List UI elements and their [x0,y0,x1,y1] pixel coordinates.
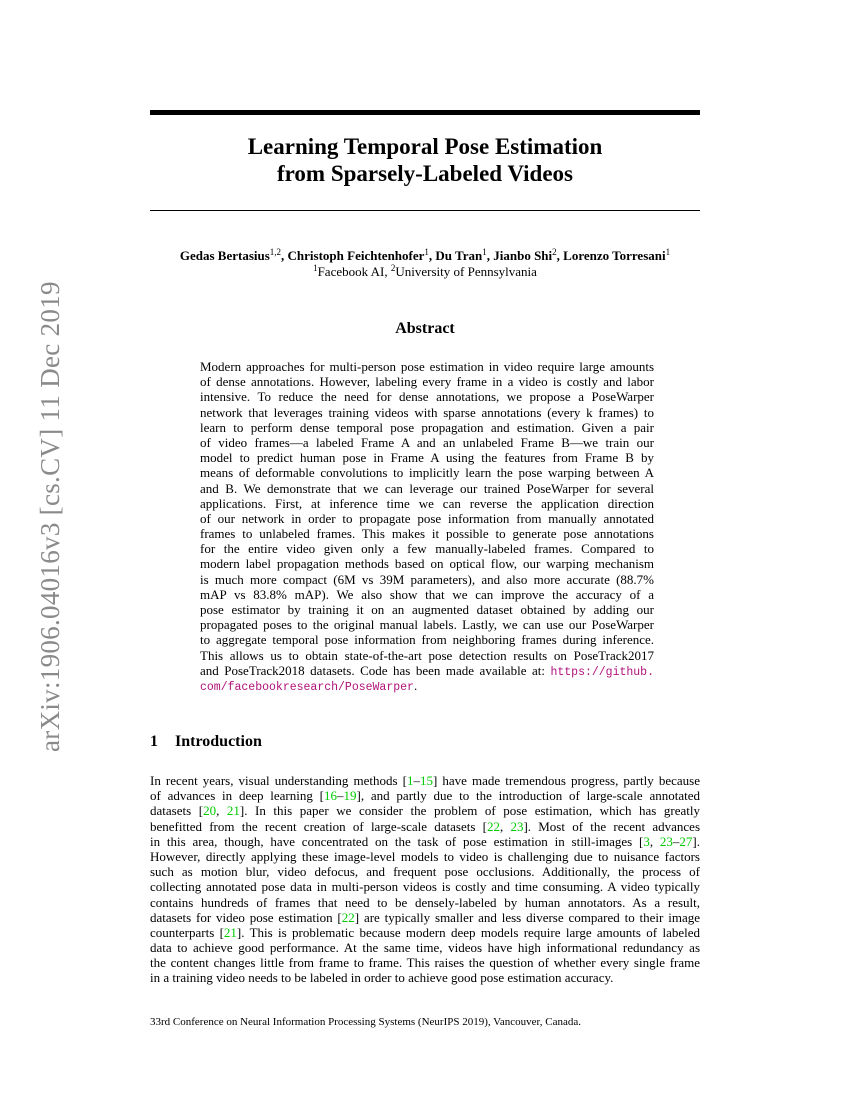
intro-text: ]. Most of the recent advances [523,818,700,834]
author-name: Du Tran [435,248,483,263]
intro-text: ]. [692,833,701,849]
intro-text: ]. In this paper we consider the problem of pose estimation, which has greatly [239,803,701,819]
citation-link[interactable]: 19 [343,788,357,804]
code-url-link[interactable]: com/facebookresearch/PoseWarper [200,680,414,694]
abstract-period: . [413,677,418,693]
abstract-line [200,465,654,480]
intro-line [150,849,700,864]
intro-line [150,940,700,955]
abstract-line-text: frames to unlabeled frames. This makes it possible to generate pose annotations [200,526,654,542]
intro-text: in this area, though, have concentrated on the task of pose estimation in still-images [ [150,833,644,849]
abstract-line [200,617,654,632]
section-title: Introduction [175,733,262,750]
abstract-line-text: applications. First, at inference time we can reverse the application direction [200,495,654,511]
author-list: Gedas Bertasius$^{1,2}$, Christoph Feichtenhofer$^1$, Du Tran$^1$, Jianbo Shi$^2$, Lorenzo Torresani$^1$ [179,247,671,263]
conference-footnote: 33rd Conference on Neural Information Processing Systems (NeurIPS 2019), Vancouver, Canada. [150,1016,582,1028]
intro-text: – [337,788,344,804]
intro-line [150,788,700,803]
abstract-line [200,420,654,435]
abstract-line [200,678,654,693]
abstract-line [200,632,654,647]
arxiv-stamp: arXiv:1906.04016v3 [cs.CV] 11 Dec 2019 [35,281,65,752]
abstract-line-text: of our network in order to propagate pose information from manually annotated [200,510,654,526]
intro-text: collecting annotated pose data in multi-person videos is costly and time consuming. A video typically [150,879,700,895]
abstract-line [200,359,654,374]
affiliation: University of Pennsylvania [395,264,537,279]
abstract-line [200,450,654,465]
intro-text: – [413,773,420,788]
intro-text: – [672,833,680,849]
intro-text: ] are typically smaller and less diverse compared to their image [354,909,700,925]
intro-line [150,895,700,910]
author-name: Lorenzo Torresani [563,248,666,263]
intro-line [150,864,700,879]
affiliation: Facebook AI, [317,264,391,279]
citation-link[interactable]: 16 [324,788,337,804]
citation-link[interactable]: 22 [341,909,355,925]
intro-text: in a training video needs to be labeled in order to achieve good pose estimation accuracy. [150,970,614,986]
code-url-link[interactable]: https://github. [550,665,654,679]
abstract-line [200,526,654,541]
section-heading [150,733,262,751]
intro-line [150,773,700,788]
citation-link[interactable]: 23 [659,833,673,849]
intro-line [150,879,700,894]
abstract-line [200,511,654,526]
intro-text: ] have made tremendous progress, partly because [432,773,700,788]
title-top-rule [150,110,700,115]
abstract-line-text: for the entire video given only a few manually-labeled frames. Compared to [200,541,654,557]
intro-line [150,955,700,970]
abstract-line-text: This allows us to obtain state-of-the-art pose detection results on PoseTrack2017 [200,647,654,663]
abstract-heading: Abstract [395,320,455,337]
citation-link[interactable]: 21 [223,924,237,940]
intro-text: , [499,818,511,834]
author-name: Jianbo Shi [493,248,553,263]
title-bottom-rule [150,210,700,211]
author-affil-mark: 1,2 [269,247,282,257]
intro-text: ]. This is problematic because modern deep models require large amounts of labeled [236,924,700,940]
intro-text: ], and partly due to the introduction of large-scale annotated [356,788,701,804]
abstract-line-text: Modern approaches for multi-person pose estimation in video require large amounts [200,359,654,374]
intro-text: counterparts [ [150,924,224,940]
abstract-line-text: model to predict human pose in Frame A using the features from Frame B by [200,450,654,466]
intro-text: However, directly applying these image-level models to video is challenging due to nuisance factors [150,848,700,864]
intro-text: of advances in deep learning [ [150,788,324,804]
citation-link[interactable]: 27 [679,833,693,849]
abstract-line-text: modern label propagation methods based on optical flow, our warping mechanism [200,556,654,572]
intro-text: benefitted from the recent creation of large-scale datasets [ [150,818,487,834]
citation-link[interactable]: 15 [419,773,433,788]
intro-line [150,803,700,818]
intro-text: the content changes little from frame to frame. This raises the question of whether every single frame [150,955,700,971]
intro-text: datasets [ [150,803,204,819]
intro-line [150,834,700,849]
abstract-line-text: of video frames—a labeled Frame A and an unlabeled Frame B—we train our [200,434,654,450]
abstract-line-text: of dense annotations. However, labeling every frame in a video is costly and labor [200,374,654,390]
affil-mark: 2 [390,263,396,273]
intro-line [150,970,700,985]
title-line: from Sparsely-Labeled Videos [276,161,574,186]
intro-line [150,910,700,925]
abstract-line [200,496,654,511]
abstract-line-text: network that leverages training videos with sparse annotations (every k frames) to [200,404,654,420]
abstract-line-text: to aggregate temporal pose information from neighboring frames during inference. [200,632,654,648]
abstract-line [200,556,654,571]
abstract-line-text: intensive. To reduce the need for dense annotations, we propose a PoseWarper [200,389,654,405]
abstract-line [200,389,654,404]
author-affil-mark: 1 [665,247,671,257]
citation-link[interactable]: 22 [486,818,500,834]
abstract-line [200,541,654,556]
abstract-line [200,602,654,617]
abstract-line [200,374,654,389]
citation-link[interactable]: 23 [510,818,524,834]
introduction-body [150,773,700,986]
abstract-line-text: and B. We demonstrate that we can leverage our trained PoseWarper for several [200,480,654,496]
abstract-line-text: pose estimator by training it on an augmented dataset obtained by adding our [200,602,654,617]
intro-line [150,925,700,940]
paper-title [150,133,700,187]
abstract-line [200,572,654,587]
intro-text: contains hundreds of frames that need to be densely-labeled by human annotators. As a result, [150,894,700,910]
abstract-line [200,587,654,602]
author-name: Gedas Bertasius [179,248,270,263]
citation-link[interactable]: 21 [226,803,240,819]
intro-text: data to achieve good performance. At the same time, videos have high informational redundancy as [150,940,700,956]
abstract-line-text: means of deformable convolutions to implicitly learn the pose warping between A [200,465,654,481]
abstract-line [200,663,654,678]
abstract-line-text: mAP vs 83.8% mAP). We also show that we can improve the accuracy of a [200,586,654,602]
intro-text: such as motion blur, video defocus, and frequent pose occlusions. Additionally, the process of [150,864,700,880]
abstract-line [200,481,654,496]
citation-link[interactable]: 20 [203,803,217,819]
citation-link[interactable]: 3 [643,833,650,849]
abstract-line-text: is much more compact (6M vs 39M parameters), and also more accurate (88.7% [200,571,654,587]
affil-mark: 1 [313,263,318,273]
abstract-line [200,648,654,663]
abstract-line [200,405,654,420]
author-affil-mark: 2 [552,247,557,257]
section-number: 1 [150,733,158,750]
intro-line [150,819,700,834]
citation-link[interactable]: 1 [406,773,414,788]
author-affil-mark: 1 [482,247,487,257]
intro-text: , [649,833,660,849]
author-name: Christoph Feichtenhofer [287,248,425,263]
title-line: Learning Temporal Pose Estimation [247,134,603,159]
intro-text: In recent years, visual understanding methods [ [150,773,407,788]
intro-text: , [216,803,227,819]
intro-text: datasets for video pose estimation [ [150,909,342,925]
abstract-line-text: learn to perform dense temporal pose propagation and estimation. Given a pair [200,419,654,435]
author-affil-mark: 1 [424,247,429,257]
abstract-line [200,435,654,450]
abstract-line-text: and PoseTrack2018 datasets. Code has been made available at: [200,662,551,678]
abstract-line-text: propagated poses to the original manual labels. Lastly, we can use our PoseWarper [200,617,654,633]
affiliations [150,264,700,280]
abstract-body [200,359,654,693]
